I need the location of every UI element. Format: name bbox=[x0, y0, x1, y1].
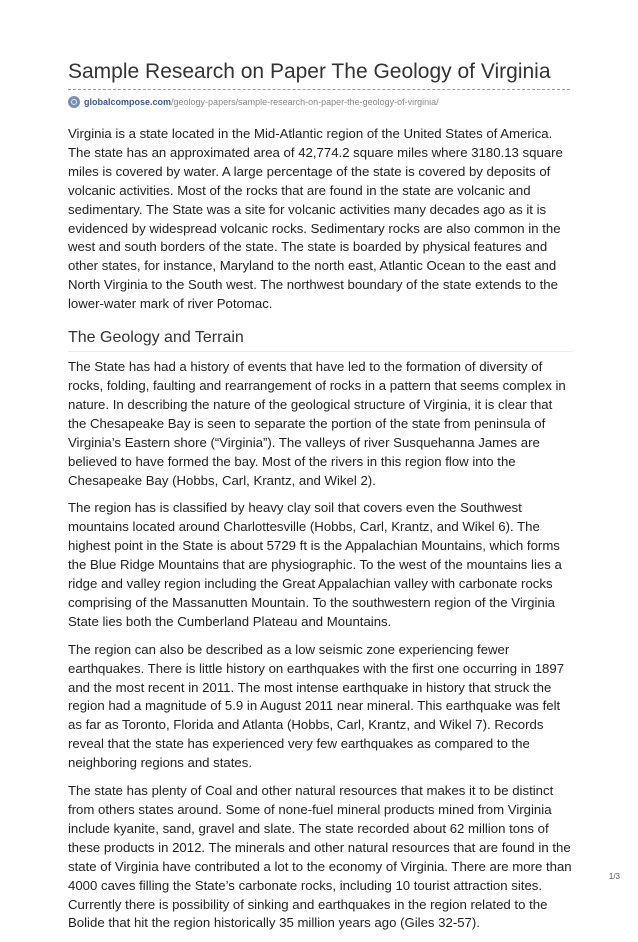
document-body bbox=[68, 125, 573, 942]
source-domain[interactable]: globalcompose.com bbox=[84, 97, 172, 107]
body-paragraph: The region can also be described as a low seismic zone experiencing fewer earthquakes. There is little history on earthquakes with the first one occurring in 1897 and the most recent in 2011. The most intense earthquake in history that struck the region had a magnitude of 5.9 in August 2011 near mineral. This earthquake was felt as far as Toronto, Florida and Atlanta (Hobbs, Carl, Krantz, and Wikel 7). Records reveal that the state has experienced very few earthquakes as compared to the neighboring regions and states. bbox=[68, 641, 565, 771]
source-path[interactable]: /geology-papers/sample-research-on-paper-the-geology-of-virginia/ bbox=[171, 97, 439, 107]
body-paragraph: The State has had a history of events that have led to the formation of diversity of rocks, folding, faulting and rearrangement of rocks in a pattern that seems complex in nature. In describing the nature of the geological structure of Virginia, it is clear that the Chesapeake Bay is seen to separate the portion of the state from peninsula of Virginia’s Eastern shore (“Virginia”). The valleys of river Susquehanna James are believed to have formed the bay. Most of the rivers in this region flow into the Chesapeake Bay (Hobbs, Carl, Krantz, and Wikel 2). bbox=[68, 359, 566, 488]
page-number: 1/3 bbox=[608, 872, 620, 881]
body-paragraph: The state has plenty of Coal and other natural resources that makes it to be distinct from others states around. Some of none-fuel mineral products mined from Virginia include kyanite, sand, gravel and slate. The state recorded about 62 million tons of these products in 2012. The minerals and other natural resources that are found in the state of Virginia have contributed a lot to the economy of Virginia. There are more than 4000 caves filling the State’s carbonate rocks, including 10 tourist attraction sites. Currently there is possibility of sinking and earthquakes in the region related to the Bolide that hit the region historically 35 million years ago (Giles 32-57). bbox=[68, 783, 572, 931]
body-paragraph: The region has is classified by heavy clay soil that covers even the Southwest mountains located around Charlottesville (Hobbs, Carl, Krantz, and Wikel 6). The highest point in the State is about 5729 ft is the Appalachian Mountains, which forms the Blue Ridge Mountains that are physiographic. To the west of the mountains lies a ridge and valley region including the Great Appalachian valley with carbonate rocks comprising of the Massanutten Mountain. To the southwestern region of the Virginia State lies both the Cumberland Plateau and Mountains. bbox=[68, 500, 562, 629]
title-divider bbox=[68, 89, 570, 90]
globe-icon bbox=[68, 96, 80, 108]
section-heading: The Geology and Terrain bbox=[68, 329, 573, 352]
intro-paragraph: Virginia is a state located in the Mid-Atlantic region of the United States of America. The state has an approximated area of 42,774.2 square miles where 3180.13 square miles is covered by water. A large percentage of the state is covered by deposits of volcanic activities. Most of the rocks that are found in the state are volcanic and sedimentary. The State was a site for volcanic activities many decades ago as it is evidenced by widespread volcanic rocks. Sedimentary rocks are also common in the west and south borders of the state. The state is boarded by physical features and other states, for instance, Maryland to the north east, Atlantic Ocean to the east and North Virginia to the South west. The northwest boundary of the state extends to the lower-water mark of river Potomac. bbox=[68, 126, 563, 312]
source-url[interactable] bbox=[68, 95, 439, 109]
section-body bbox=[68, 358, 573, 933]
page-title: Sample Research on Paper The Geology of Virginia bbox=[68, 60, 551, 83]
